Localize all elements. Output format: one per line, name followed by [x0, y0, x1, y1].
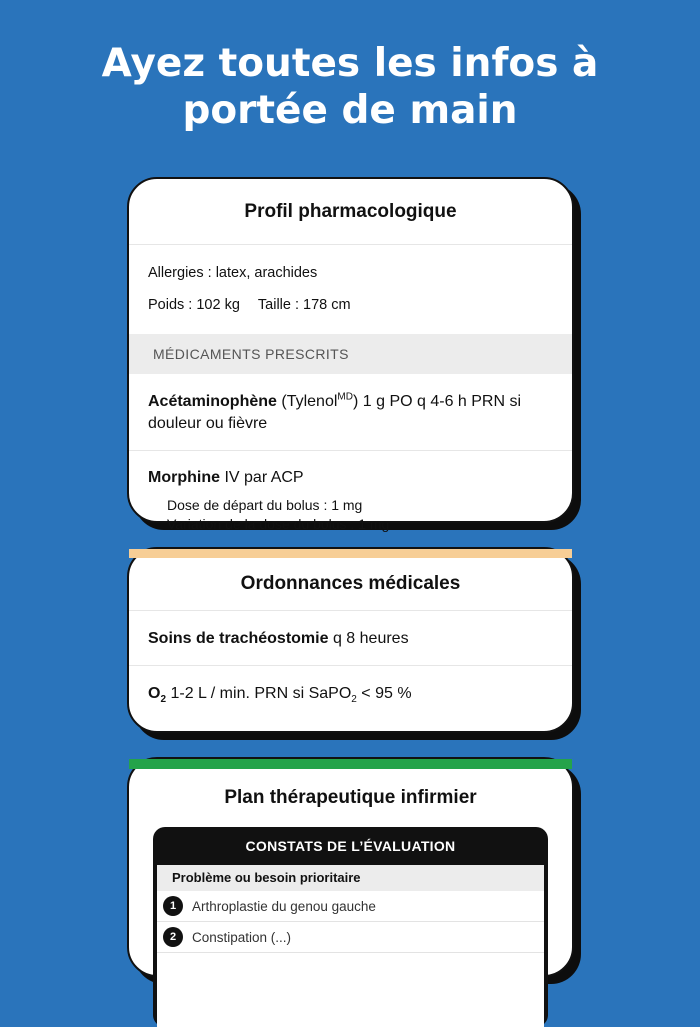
- medication-name: Morphine: [148, 469, 220, 486]
- evaluation-body: [157, 865, 544, 1027]
- medication-brand-superscript: MD: [337, 391, 353, 403]
- medication-brand-close: ): [352, 393, 359, 410]
- weight-text: Poids : 102 kg: [148, 297, 240, 313]
- allergies-text: Allergies : latex, arachides: [148, 265, 318, 281]
- order-frequency: q 8 heures: [332, 630, 409, 647]
- card-title: Ordonnances médicales: [240, 573, 461, 594]
- sapo-subscript: 2: [351, 694, 357, 706]
- medication-brand-open: (Tylenol: [281, 393, 338, 410]
- list-item[interactable]: [157, 891, 544, 922]
- order-item-oxygen[interactable]: [148, 685, 412, 706]
- card-title: Plan thérapeutique infirmier: [224, 787, 477, 808]
- divider: [129, 450, 572, 451]
- medication-item-acetaminophen[interactable]: [148, 391, 552, 435]
- number-badge: 1: [163, 896, 183, 916]
- medication-name: Acétaminophène: [148, 393, 277, 410]
- medication-route: IV par ACP: [224, 469, 304, 486]
- headline: [0, 40, 700, 134]
- medication-item-morphine[interactable]: [148, 469, 304, 487]
- divider: [129, 610, 572, 611]
- bolus-dose-variation: Variation de la dose du bolus : 1 mg: [167, 516, 390, 532]
- medication-dose: 1 g PO q 4-6 h PRN si douleur ou fièvre: [148, 393, 522, 432]
- nursing-plan-card[interactable]: [127, 757, 574, 977]
- oxygen-subscript: 2: [160, 694, 167, 706]
- evaluation-header: CONSTATS DE L’ÉVALUATION: [245, 838, 456, 854]
- card-title: Profil pharmacologique: [244, 201, 457, 222]
- headline-line-1: Ayez toutes les infos à: [101, 41, 599, 86]
- card-accent-bar: [129, 759, 572, 769]
- oxygen-order-threshold: < 95 %: [361, 685, 412, 702]
- divider: [129, 665, 572, 666]
- card-body: [127, 177, 574, 532]
- weight-height-row: [148, 297, 351, 313]
- oxygen-symbol: O: [148, 685, 161, 702]
- priority-problem-header: Problème ou besoin prioritaire: [157, 865, 544, 891]
- evaluation-findings-box: [153, 827, 548, 1027]
- height-text: Taille : 178 cm: [257, 297, 351, 313]
- bolus-start-dose: Dose de départ du bolus : 1 mg: [167, 497, 363, 513]
- medical-orders-card[interactable]: [127, 547, 574, 733]
- prescribed-medications-label: MÉDICAMENTS PRESCRITS: [129, 334, 572, 374]
- card-body: [127, 547, 574, 733]
- pharmacology-profile-card[interactable]: [127, 177, 574, 532]
- list-item-text: Arthroplastie du genou gauche: [192, 898, 376, 914]
- list-item-text: Constipation (...): [192, 929, 292, 945]
- card-accent-bar: [129, 549, 572, 558]
- order-name: Soins de trachéostomie: [148, 630, 329, 647]
- card-body: [127, 757, 574, 977]
- list-item[interactable]: [157, 922, 544, 953]
- oxygen-order-text: 1-2 L / min. PRN si SaPO: [170, 685, 352, 702]
- headline-line-2: portée de main: [182, 88, 518, 133]
- number-badge: 2: [163, 927, 183, 947]
- divider: [129, 244, 572, 245]
- order-item-tracheostomy[interactable]: [148, 630, 409, 648]
